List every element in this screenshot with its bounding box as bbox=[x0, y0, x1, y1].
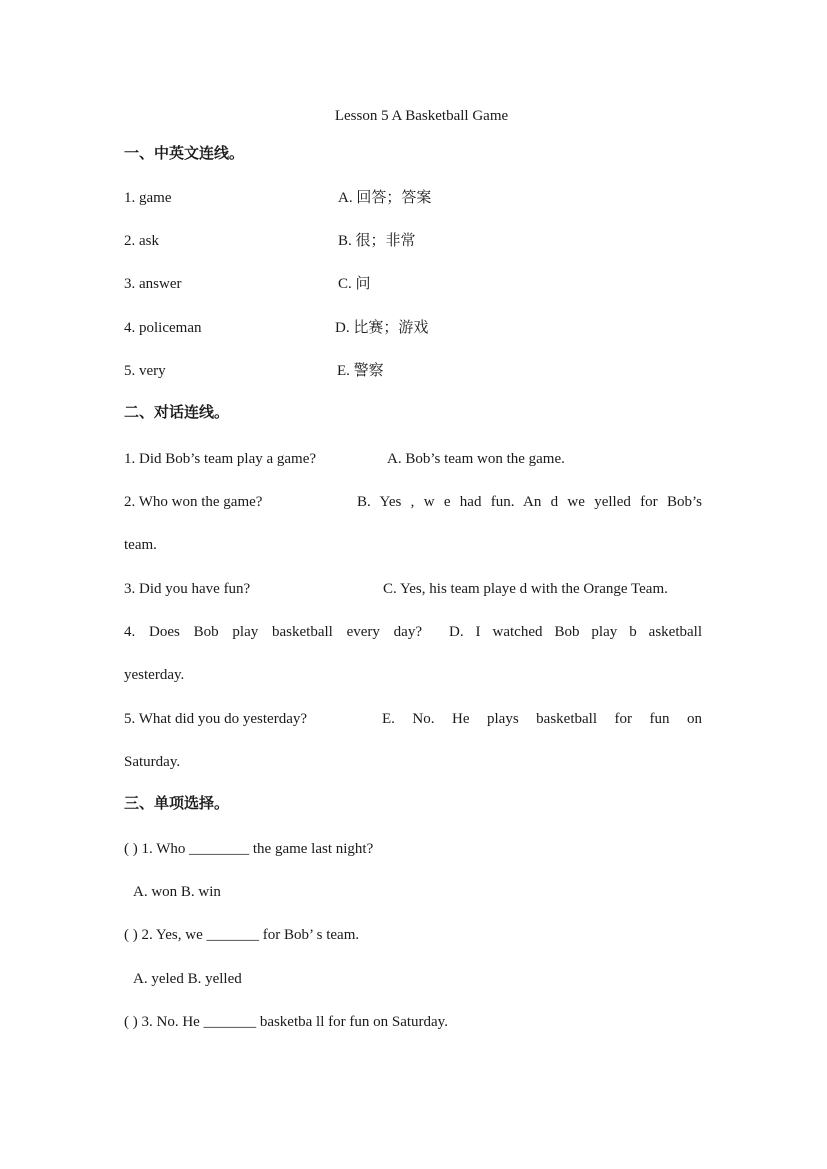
vocab-english-2: 2. ask bbox=[124, 233, 159, 249]
section3-heading: 三、单项选择。 bbox=[124, 794, 230, 812]
choice-options-2: A. yeled B. yelled bbox=[133, 971, 242, 987]
dialog-answer-b-continued: team. bbox=[124, 537, 157, 553]
lesson-title: Lesson 5 A Basketball Game bbox=[334, 108, 509, 124]
choice-question-1: ( ) 1. Who ________ the game last night? bbox=[124, 841, 374, 857]
vocab-english-3: 3. answer bbox=[124, 276, 182, 292]
dialog-question-1: 1. Did Bob’s team play a game? bbox=[124, 451, 317, 467]
section1-heading: 一、中英文连线。 bbox=[124, 144, 245, 162]
choice-options-1: A. won B. win bbox=[133, 884, 221, 900]
dialog-question-3: 3. Did you have fun? bbox=[124, 581, 251, 597]
choice-question-2: ( ) 2. Yes, we _______ for Bob’ s team. bbox=[124, 927, 360, 943]
dialog-answer-e-continued: Saturday. bbox=[124, 754, 181, 770]
vocab-chinese-b: B. 很；非常 bbox=[338, 233, 416, 249]
vocab-chinese-d: D. 比赛；游戏 bbox=[335, 320, 429, 336]
section2-heading: 二、对话连线。 bbox=[124, 403, 230, 421]
dialog-question-5: 5. What did you do yesterday? bbox=[124, 711, 308, 727]
vocab-chinese-c: C. 问 bbox=[338, 276, 371, 292]
vocab-chinese-e: E. 警察 bbox=[337, 363, 384, 379]
choice-question-3: ( ) 3. No. He _______ basketba ll for fun on Saturday. bbox=[124, 1014, 448, 1030]
vocab-english-4: 4. policeman bbox=[124, 320, 202, 336]
vocab-chinese-a: A. 回答；答案 bbox=[338, 190, 432, 206]
dialog-answer-b: B. Yes , w e had fun. An d we yelled for Bob’s bbox=[357, 494, 702, 510]
dialog-answer-c: C. Yes, his team playe d with the Orange Team. bbox=[383, 581, 668, 597]
vocab-english-5: 5. very bbox=[124, 363, 166, 379]
dialog-answer-e: E. No. He plays basketball for fun on bbox=[382, 711, 702, 727]
dialog-answer-d-continued: yesterday. bbox=[124, 667, 185, 683]
dialog-question-2: 2. Who won the game? bbox=[124, 494, 263, 510]
dialog-answer-a: A. Bob’s team won the game. bbox=[387, 451, 565, 467]
vocab-english-1: 1. game bbox=[124, 190, 172, 206]
dialog-answer-d: D. I watched Bob play b asketball bbox=[449, 624, 702, 640]
dialog-question-4: 4. Does Bob play basketball every day? bbox=[124, 624, 422, 640]
